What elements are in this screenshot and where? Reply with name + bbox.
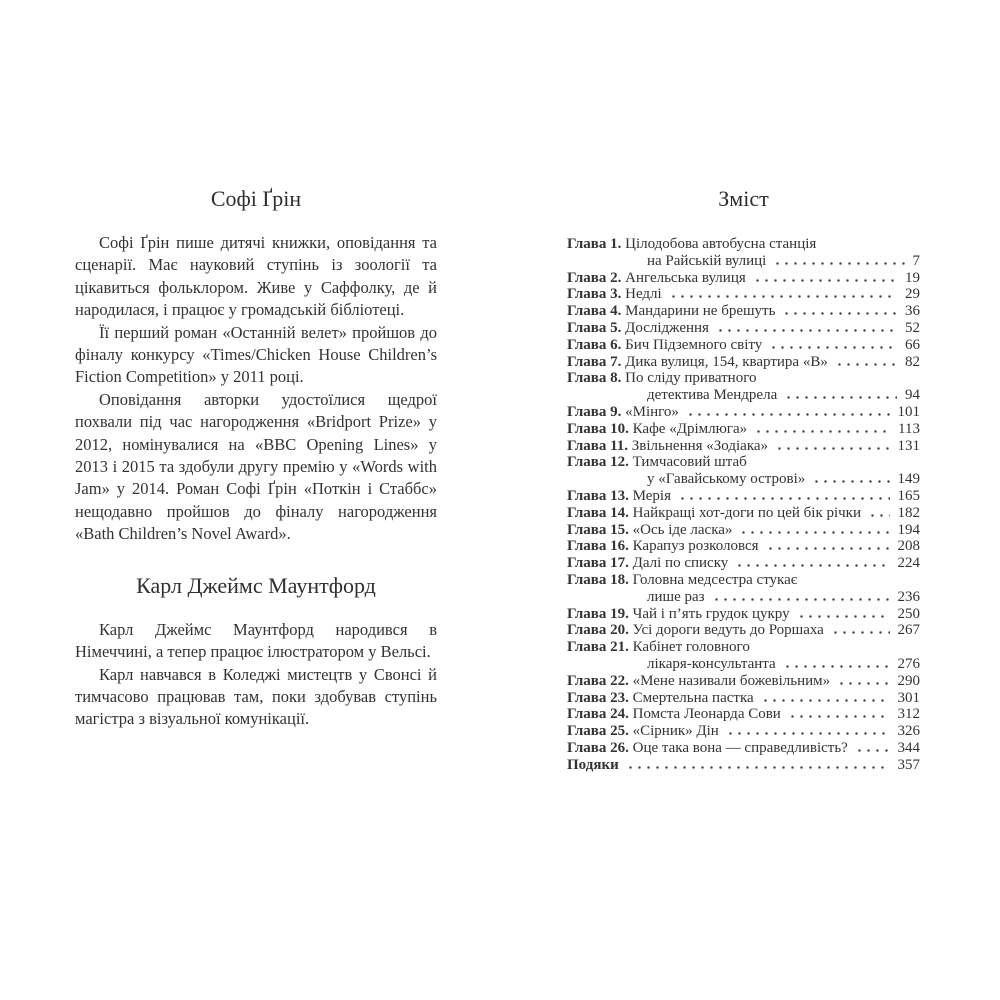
toc-entry-text: Глава 25. «Сірник» Дін bbox=[567, 723, 719, 740]
dot-leader bbox=[812, 480, 889, 483]
toc-row bbox=[567, 370, 920, 387]
page-number: 131 bbox=[897, 437, 920, 454]
chapter-label: Глава 14. bbox=[567, 504, 629, 521]
toc-entry-text: Глава 26. Оце така вона — справедливість? bbox=[567, 739, 848, 756]
toc-row bbox=[567, 303, 920, 320]
page-number: 94 bbox=[905, 387, 920, 404]
chapter-label: Глава 9. bbox=[567, 403, 622, 420]
dot-leader bbox=[769, 346, 897, 349]
toc-entry-text: Глава 4. Мандарини не брешуть bbox=[567, 303, 776, 320]
page-number: 149 bbox=[897, 471, 920, 488]
dot-leader bbox=[782, 312, 897, 315]
page-number: 52 bbox=[905, 319, 920, 336]
dot-leader bbox=[626, 766, 890, 769]
page-number: 290 bbox=[897, 672, 920, 689]
toc-row bbox=[567, 522, 920, 539]
chapter-label: Глава 13. bbox=[567, 487, 629, 504]
page-number: 113 bbox=[898, 420, 920, 437]
dot-leader bbox=[837, 682, 889, 685]
toc-row bbox=[567, 690, 920, 707]
page-number: 165 bbox=[897, 487, 920, 504]
page-number: 250 bbox=[897, 605, 920, 622]
toc-entry-text: Глава 24. Помста Леонарда Сови bbox=[567, 706, 781, 723]
page-number: 312 bbox=[897, 706, 920, 723]
toc-entry-text: Глава 1. Цілодобова автобусна станція bbox=[567, 236, 817, 252]
section-title: Карл Джеймс Маунтфорд bbox=[136, 572, 376, 598]
toc-row bbox=[567, 555, 920, 572]
page-number: 82 bbox=[905, 353, 920, 370]
toc-row bbox=[567, 354, 920, 371]
toc-entry-text: детектива Мендрела bbox=[647, 387, 778, 404]
page-number: 36 bbox=[905, 303, 920, 320]
chapter-label: Глава 6. bbox=[567, 336, 622, 353]
chapter-label: Глава 11. bbox=[567, 437, 629, 454]
toc-entry-text: Глава 22. «Мене називали божевільним» bbox=[567, 672, 831, 689]
chapter-label: Глава 5. bbox=[567, 319, 622, 336]
toc-row bbox=[567, 589, 920, 606]
toc-row bbox=[567, 286, 920, 303]
toc-list bbox=[567, 236, 920, 774]
toc-entry-text: Глава 3. Недлі bbox=[567, 286, 662, 303]
toc-entry-text: Глава 18. Головна медсестра стукає bbox=[567, 571, 798, 588]
dot-leader bbox=[855, 749, 890, 752]
page-number: 357 bbox=[897, 756, 920, 773]
page-number: 276 bbox=[897, 655, 920, 672]
dot-leader bbox=[773, 262, 904, 265]
chapter-label: Глава 21. bbox=[567, 639, 629, 656]
page-number: 326 bbox=[897, 723, 920, 740]
dot-leader bbox=[761, 699, 890, 702]
chapter-label: Глава 25. bbox=[567, 723, 629, 740]
toc-row bbox=[567, 270, 920, 287]
toc-entry-text: лікаря-консультанта bbox=[647, 655, 776, 672]
toc-title: Зміст bbox=[718, 186, 769, 211]
dot-leader bbox=[712, 598, 890, 601]
toc-entry-text: Глава 7. Дика вулиця, 154, квартира «В» bbox=[567, 353, 828, 370]
toc-entry-text: Глава 16. Карапуз розколовся bbox=[567, 538, 759, 555]
dot-leader bbox=[753, 279, 897, 282]
toc-row bbox=[567, 421, 920, 438]
toc-row bbox=[567, 757, 920, 774]
dot-leader bbox=[716, 329, 897, 332]
toc-row bbox=[567, 387, 920, 404]
toc-entry-text: Глава 19. Чай і п’ять грудок цукру bbox=[567, 605, 790, 622]
toc-entry-text: у «Гавайському острові» bbox=[647, 471, 806, 488]
toc-row bbox=[567, 320, 920, 337]
toc-entry-text: Глава 2. Ангельська вулиця bbox=[567, 269, 746, 286]
toc-row bbox=[567, 253, 920, 270]
page-number: 19 bbox=[905, 269, 920, 286]
chapter-label: Глава 19. bbox=[567, 605, 629, 622]
page-number: 224 bbox=[897, 555, 920, 572]
dot-leader bbox=[788, 715, 890, 718]
toc-entry-text: Глава 9. «Мінго» bbox=[567, 403, 679, 420]
chapter-label: Глава 15. bbox=[567, 521, 629, 538]
toc-row bbox=[567, 723, 920, 740]
page-number: 29 bbox=[905, 286, 920, 303]
dot-leader bbox=[739, 531, 889, 534]
toc-entry-text: Глава 8. По сліду приватного bbox=[567, 370, 757, 387]
dot-leader bbox=[766, 547, 890, 550]
toc-row bbox=[567, 606, 920, 623]
toc-entry-text: Глава 15. «Ось іде ласка» bbox=[567, 521, 733, 538]
chapter-label: Глава 7. bbox=[567, 353, 622, 370]
toc-entry-text: Глава 20. Усі дороги ведуть до Роршаха bbox=[567, 622, 824, 639]
dot-leader bbox=[775, 447, 889, 450]
section-title: Софі Ґрін bbox=[210, 186, 302, 211]
toc-entry-text: Глава 12. Тимчасовий штаб bbox=[567, 454, 747, 471]
chapter-label: Глава 16. bbox=[567, 538, 629, 555]
dot-leader bbox=[797, 615, 890, 618]
toc-entry-text: Глава 13. Мерія bbox=[567, 487, 671, 504]
chapter-label: Глава 1. bbox=[567, 236, 622, 252]
toc-entry-text: Глава 21. Кабінет головного bbox=[567, 639, 750, 656]
toc-row bbox=[567, 236, 920, 253]
bio-paragraph: Карл Джеймс Маунтфорд народився в Німеччині, а тепер працює ілюстратором у Вельсі. bbox=[75, 619, 437, 662]
chapter-label: Подяки bbox=[567, 756, 619, 773]
chapter-label: Глава 17. bbox=[567, 555, 629, 572]
toc-entry-text: лише раз bbox=[647, 588, 705, 605]
toc-row bbox=[567, 538, 920, 555]
dot-leader bbox=[678, 497, 890, 500]
page-number: 208 bbox=[897, 538, 920, 555]
toc-entry-text: Глава 6. Бич Підземного світу bbox=[567, 336, 763, 353]
dot-leader bbox=[835, 363, 897, 366]
page-number: 182 bbox=[897, 504, 920, 521]
page-number: 267 bbox=[897, 622, 920, 639]
dot-leader bbox=[831, 631, 890, 634]
toc-row bbox=[567, 673, 920, 690]
dot-leader bbox=[686, 413, 890, 416]
right-page-table-of-contents bbox=[567, 186, 920, 774]
page-number: 7 bbox=[912, 252, 920, 269]
dot-leader bbox=[726, 732, 890, 735]
chapter-label: Глава 2. bbox=[567, 269, 622, 286]
toc-row bbox=[567, 639, 920, 656]
dot-leader bbox=[783, 665, 890, 668]
page-number: 66 bbox=[905, 336, 920, 353]
dot-leader bbox=[735, 564, 889, 567]
chapter-label: Глава 24. bbox=[567, 706, 629, 723]
chapter-label: Глава 22. bbox=[567, 672, 629, 689]
dot-leader bbox=[784, 396, 897, 399]
left-page-author-bios bbox=[75, 186, 437, 731]
chapter-label: Глава 23. bbox=[567, 689, 629, 706]
chapter-label: Глава 4. bbox=[567, 303, 622, 320]
bio-paragraph: Оповідання авторки удостоїлися щедрої похвали під час нагородження «Bridport Prize» у 2012, номінувалися на «BBC Opening Lines» у 2013 і 2015 та здобули другу премію у «Words with Jam» у 2014. Роман Софі Ґрін «Поткін і Стаббс» нещодавно пройшов до фіналу нагородження «Bath Children’s Novel Award». bbox=[75, 389, 437, 544]
chapter-label: Глава 18. bbox=[567, 571, 629, 588]
chapter-label: Глава 12. bbox=[567, 454, 629, 471]
toc-entry-text: Глава 5. Дослідження bbox=[567, 319, 709, 336]
toc-row bbox=[567, 622, 920, 639]
toc-entry-text bbox=[567, 757, 619, 774]
bio-sections bbox=[75, 186, 437, 731]
toc-entry-text: Глава 23. Смертельна пастка bbox=[567, 689, 754, 706]
page-number: 344 bbox=[897, 739, 920, 756]
toc-row bbox=[567, 404, 920, 421]
toc-entry-text: Глава 10. Кафе «Дрімлюга» bbox=[567, 420, 748, 437]
toc-row bbox=[567, 454, 920, 471]
page-number: 301 bbox=[897, 689, 920, 706]
toc-row bbox=[567, 438, 920, 455]
page-number: 101 bbox=[897, 403, 920, 420]
toc-entry-text: Глава 11. Звільнення «Зодіака» bbox=[567, 437, 769, 454]
toc-entry-text: Глава 17. Далі по списку bbox=[567, 555, 729, 572]
toc-row bbox=[567, 572, 920, 589]
chapter-label: Глава 8. bbox=[567, 370, 622, 387]
toc-row bbox=[567, 656, 920, 673]
dot-leader bbox=[868, 514, 889, 517]
bio-paragraph: Софі Ґрін пише дитячі книжки, оповідання та сценарії. Має науковий ступінь із зоології та цікавиться фольклором. Живе у Саффолку, де й народилася, і працює у громадській бібліотеці. bbox=[75, 233, 437, 320]
chapter-label: Глава 10. bbox=[567, 420, 629, 437]
toc-row bbox=[567, 337, 920, 354]
toc-row bbox=[567, 471, 920, 488]
chapter-label: Глава 26. bbox=[567, 739, 629, 756]
dot-leader bbox=[754, 430, 890, 433]
toc-row bbox=[567, 488, 920, 505]
toc-row bbox=[567, 740, 920, 757]
chapter-label: Глава 3. bbox=[567, 286, 622, 303]
page-number: 194 bbox=[897, 521, 920, 538]
dot-leader bbox=[669, 295, 897, 298]
toc-entry-text: на Райській вулиці bbox=[647, 252, 767, 269]
bio-paragraph: Її перший роман «Останній велет» пройшов до фіналу конкурсу «Times/Chicken House Children’s Fiction Competition» у 2011 році. bbox=[75, 322, 437, 387]
page-number: 236 bbox=[897, 588, 920, 605]
chapter-label: Глава 20. bbox=[567, 622, 629, 639]
toc-row bbox=[567, 706, 920, 723]
toc-row bbox=[567, 505, 920, 522]
toc-entry-text: Глава 14. Найкращі хот-доги по цей бік річки bbox=[567, 504, 862, 521]
bio-paragraph: Карл навчався в Коледжі мистецтв у Свонсі й тимчасово працював там, поки здобував ступінь магістра з візуальної комунікації. bbox=[75, 664, 437, 729]
